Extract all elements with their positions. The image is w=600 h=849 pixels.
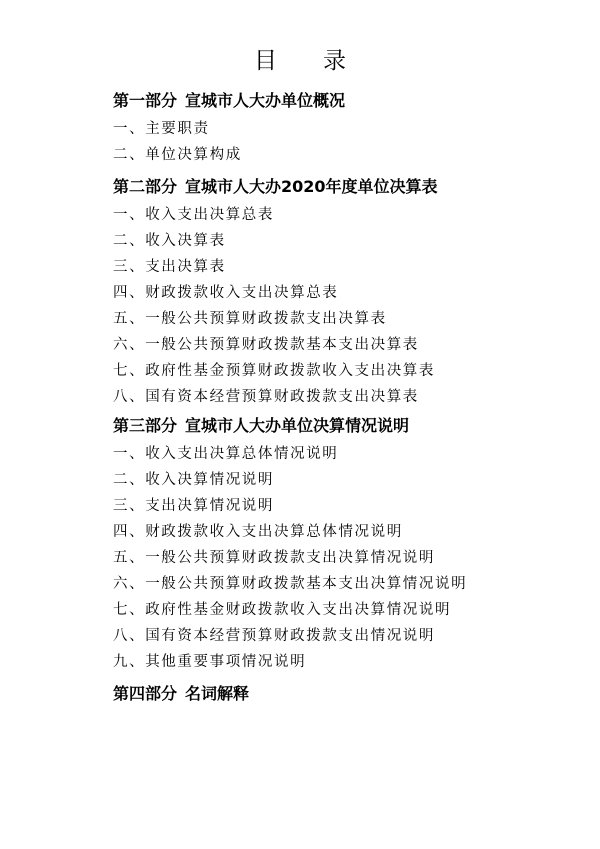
part-name: 宣城市人大办单位决算情况说明 <box>185 416 410 435</box>
part-1 <box>113 90 583 168</box>
toc-item: 七、政府性基金预算财政拨款收入支出决算表 <box>113 363 435 379</box>
toc-item: 二、收入决算表 <box>113 233 226 249</box>
toc-item: 八、国有资本经营预算财政拨款支出决算表 <box>113 389 419 405</box>
part-number: 第二部分 <box>113 177 178 196</box>
toc-item: 一、主要职责 <box>113 121 210 137</box>
part-items <box>113 116 583 168</box>
toc-item: 一、收入支出决算总表 <box>113 207 274 223</box>
part-number: 第三部分 <box>113 416 178 435</box>
toc-item: 八、国有资本经营预算财政拨款支出情况说明 <box>113 628 435 644</box>
part-items <box>113 441 583 675</box>
toc-item: 三、支出决算情况说明 <box>113 498 274 514</box>
toc-item: 五、一般公共预算财政拨款支出决算情况说明 <box>113 550 435 566</box>
part-3 <box>113 415 583 675</box>
toc-item: 二、单位决算构成 <box>113 147 242 163</box>
toc-item: 三、支出决算表 <box>113 259 226 275</box>
toc-item: 六、一般公共预算财政拨款基本支出决算表 <box>113 337 419 353</box>
toc-item: 六、一般公共预算财政拨款基本支出决算情况说明 <box>113 576 468 592</box>
page-title: 目录 <box>254 48 392 74</box>
toc-item: 二、收入决算情况说明 <box>113 472 274 488</box>
part-heading <box>113 683 583 705</box>
part-heading <box>113 90 583 112</box>
part-items <box>113 202 583 410</box>
part-4 <box>113 683 583 705</box>
toc-item: 九、其他重要事项情况说明 <box>113 654 307 670</box>
part-name: 名词解释 <box>185 684 250 703</box>
part-heading <box>113 415 583 437</box>
part-name: 宣城市人大办2020年度单位决算表 <box>185 177 438 196</box>
toc-item: 一、收入支出决算总体情况说明 <box>113 446 339 462</box>
toc-item: 五、一般公共预算财政拨款支出决算表 <box>113 311 387 327</box>
part-name: 宣城市人大办单位概况 <box>185 91 346 110</box>
toc-item: 四、财政拨款收入支出决算总体情况说明 <box>113 524 403 540</box>
toc-item: 七、政府性基金财政拨款收入支出决算情况说明 <box>113 602 452 618</box>
part-number: 第一部分 <box>113 91 178 110</box>
part-number: 第四部分 <box>113 684 178 703</box>
part-heading <box>113 176 583 198</box>
part-2 <box>113 176 583 410</box>
toc-item: 四、财政拨款收入支出决算总表 <box>113 285 339 301</box>
